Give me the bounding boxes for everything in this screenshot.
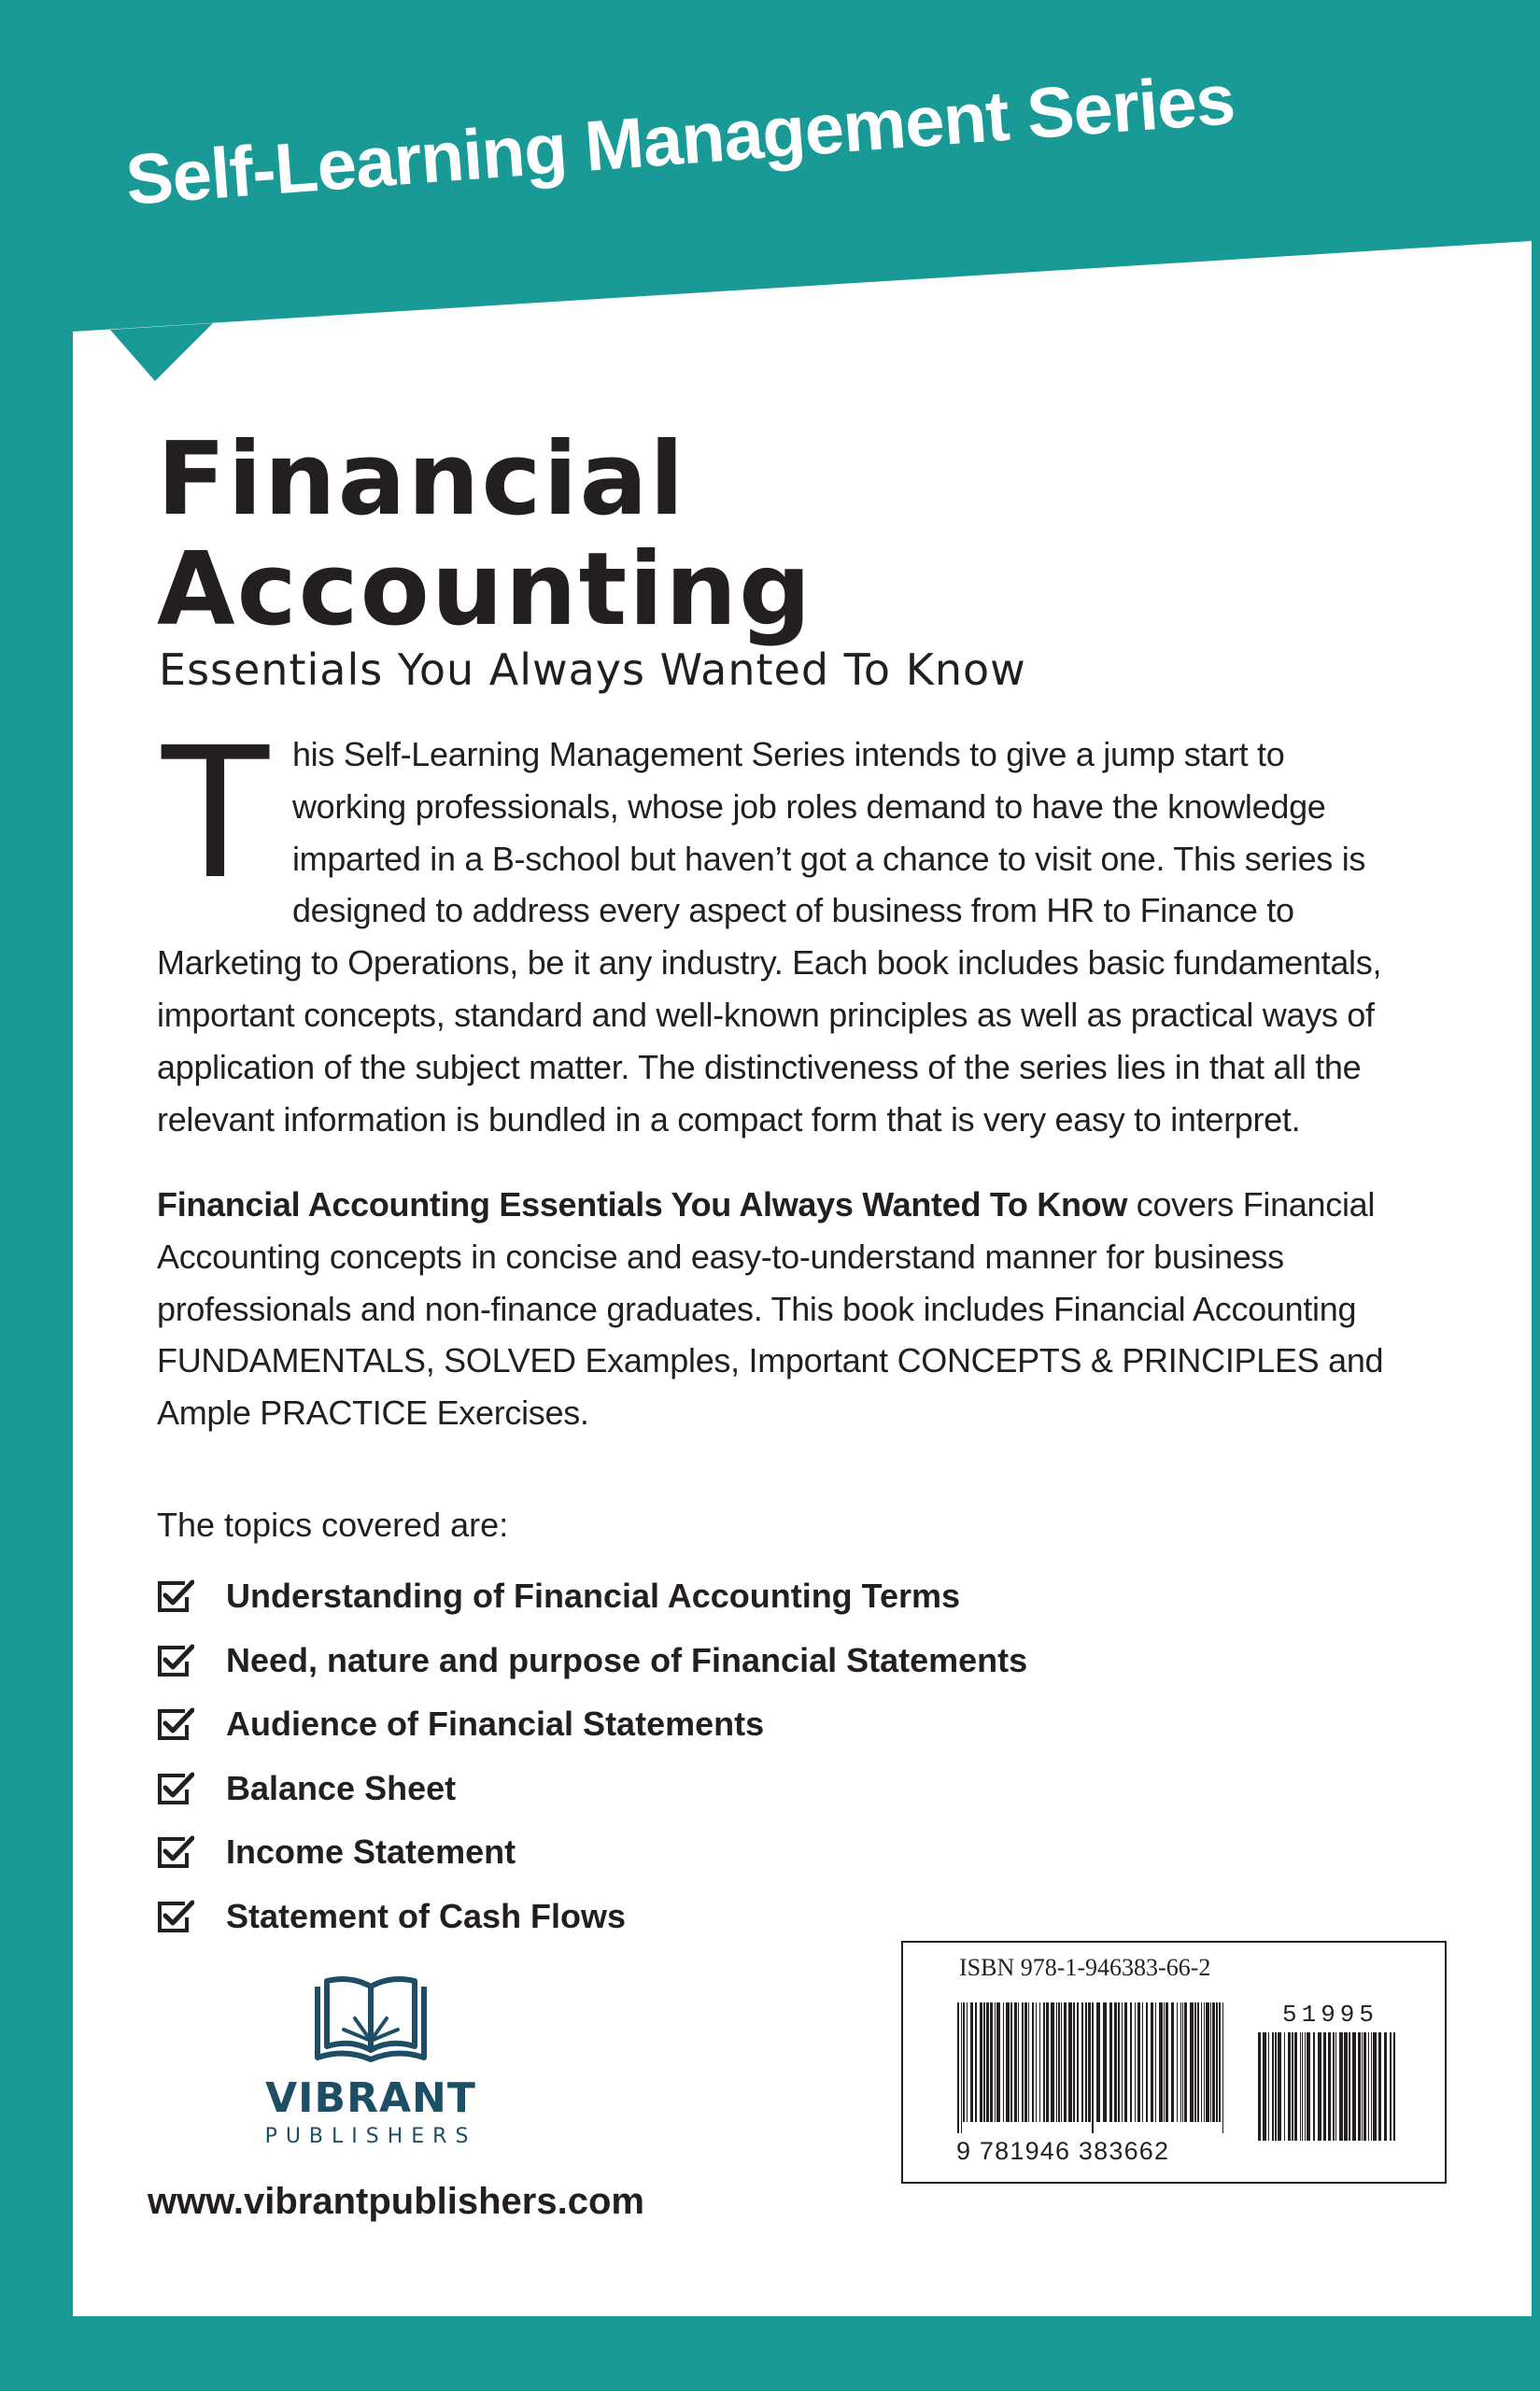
barcode-bar [1258, 2032, 1261, 2141]
barcode-bar [1051, 2002, 1054, 2122]
intro-text: his Self-Learning Management Series intends to give a jump start to working professionals, whose job roles demand to have the knowledge imparted in a B-school but haven’t got a chance to visit one. This series is designed to address every aspect of business from HR to Finance to Marketing to Operations, be it any industry. Each book includes basic fundamentals, important concepts, standard and well-known principles as well as practical ways of application of the subject matter. The distinctiveness of the series lies in that all the relevant information is bundled in a compact form that is very easy to interpret. [157, 735, 1382, 1139]
barcode-bar [1182, 2002, 1183, 2122]
barcode-bar [1077, 2002, 1079, 2122]
barcode-bar [1122, 2002, 1123, 2122]
barcode-bar [1194, 2002, 1196, 2122]
barcode-bar [1056, 2002, 1057, 2122]
barcode-bar [1284, 2032, 1285, 2141]
barcode-bar [1318, 2032, 1321, 2141]
barcode-bar [1046, 2002, 1049, 2122]
description-lead: Financial Accounting Essentials You Always Wanted To Know [157, 1185, 1128, 1224]
topic-label: Need, nature and purpose of Financial Statements [226, 1640, 1028, 1679]
barcode-bar [1058, 2002, 1060, 2122]
topic-list [157, 1564, 1027, 1948]
publisher-subtitle: PUBLISHERS [264, 2125, 477, 2148]
barcode-bar [1068, 2002, 1072, 2122]
checkbox-checked-icon [157, 1644, 194, 1677]
barcode-bar [1135, 2002, 1136, 2122]
barcode-bar [1088, 2002, 1091, 2122]
barcode-bar [1039, 2002, 1040, 2122]
barcode-bar [1335, 2032, 1336, 2141]
barcode-bar [1219, 2002, 1221, 2122]
barcode-bar [1206, 2002, 1209, 2122]
barcode-bar [1263, 2032, 1266, 2141]
barcode-bar [1307, 2032, 1310, 2141]
barcode-bar [1197, 2002, 1199, 2122]
barcode-bar [970, 2002, 973, 2122]
barcode-bar [1006, 2002, 1010, 2122]
barcode-bar [995, 2002, 996, 2122]
barcode-bar [1171, 2002, 1174, 2122]
topic-item [157, 1629, 1027, 1693]
barcode-bar [1378, 2032, 1381, 2141]
barcode-bar [1222, 2002, 1223, 2133]
barcode-bar [1210, 2002, 1211, 2122]
barcode-bar [1275, 2032, 1277, 2141]
barcode-bar [1313, 2032, 1315, 2141]
barcode-bar [1201, 2002, 1202, 2122]
barcode-bar [967, 2002, 968, 2122]
barcode-bar [1288, 2032, 1291, 2141]
barcode-bar [1092, 2002, 1094, 2133]
checkbox-checked-icon [157, 1707, 194, 1741]
barcode-bar [1368, 2032, 1369, 2141]
description-text: covers Financial Accounting concepts in concise and easy-to-understand manner for business professionals and non-finance graduates. This book includes Financial Accounting FUNDAMENTALS, SOLVED Examples, Important CONCEPTS & PRINCIPLES and Ample PRACTICE Exercises. [157, 1185, 1384, 1433]
barcode-bar [996, 2002, 1000, 2122]
book-subtitle: Essentials You Always Wanted To Know [159, 644, 1026, 695]
barcode-bar [975, 2002, 977, 2122]
topic-item [157, 1564, 1027, 1629]
barcode-bar [1362, 2032, 1363, 2141]
barcode-bar [1014, 2002, 1017, 2122]
isbn-barcode-box [901, 1941, 1447, 2184]
barcode-bar [1393, 2032, 1395, 2141]
isbn-label: ISBN 978-1-946383-66-2 [959, 1954, 1211, 1981]
barcode-bar [1022, 2002, 1024, 2122]
book-title-line2: Accounting [157, 531, 813, 648]
barcode-bar [1352, 2032, 1356, 2141]
topic-label: Audience of Financial Statements [226, 1705, 765, 1744]
barcode-bar [1204, 2002, 1205, 2122]
barcode-bar [1061, 2002, 1062, 2122]
drop-cap: T [157, 703, 274, 917]
barcode-bar [1130, 2002, 1132, 2122]
topic-item [157, 1820, 1027, 1885]
publisher-logo [254, 1975, 487, 2148]
barcode-bar [1390, 2032, 1392, 2141]
barcode-bar [1180, 2002, 1181, 2122]
barcode-bar [1212, 2002, 1215, 2122]
barcode-bar [1373, 2032, 1377, 2141]
price-code: 51995 [1282, 2001, 1379, 2029]
barcode-bar [1358, 2032, 1361, 2141]
barcode-bar [983, 2002, 985, 2122]
barcode-bar [963, 2002, 965, 2122]
barcode-bar [1109, 2002, 1112, 2122]
barcode-bar [1081, 2002, 1083, 2122]
barcode-bar [1323, 2032, 1326, 2141]
isbn-digits: 9 781946 383662 [956, 2137, 1170, 2165]
barcode-bar [957, 2002, 959, 2133]
checkbox-checked-icon [157, 1772, 194, 1805]
checkbox-checked-icon [157, 1835, 194, 1869]
barcode-bar [1124, 2002, 1127, 2122]
barcode-bar [1300, 2032, 1301, 2141]
barcode-bar [1339, 2032, 1343, 2141]
barcode-bar [1164, 2002, 1165, 2122]
barcode-bar [1036, 2002, 1037, 2122]
barcode-bar [1272, 2032, 1274, 2141]
barcode-bar [1003, 2002, 1004, 2122]
open-book-icon [314, 1975, 428, 2067]
barcode-bar [1064, 2002, 1067, 2122]
barcode-bar [1363, 2032, 1366, 2141]
barcode-bar [1103, 2002, 1107, 2122]
checkbox-checked-icon [157, 1900, 194, 1933]
topics-intro: The topics covered are: [157, 1506, 509, 1544]
book-title-line1: Financial [157, 421, 686, 538]
topic-item [157, 1692, 1027, 1757]
barcode-bar [1073, 2002, 1075, 2122]
barcode-bar [1292, 2032, 1293, 2141]
topic-item [157, 1757, 1027, 1821]
barcode-bar [961, 2002, 962, 2133]
barcode-bar [1024, 2002, 1027, 2122]
barcode-bar [1216, 2002, 1218, 2122]
barcode-bar [1018, 2002, 1019, 2122]
barcode-bar [1184, 2002, 1187, 2122]
topic-label: Income Statement [226, 1832, 516, 1872]
book-title [157, 421, 813, 648]
barcode-bar [1159, 2002, 1163, 2122]
barcode-bar [1349, 2032, 1350, 2141]
barcode-bar [1032, 2002, 1034, 2122]
barcode-bar [1142, 2002, 1143, 2122]
barcode-bar [1155, 2002, 1156, 2122]
barcode-bar [1384, 2032, 1387, 2141]
barcode-bar [1010, 2002, 1012, 2122]
topic-label: Understanding of Financial Accounting Terms [226, 1577, 961, 1616]
intro-paragraph [157, 703, 1390, 1145]
barcode-bar [1118, 2002, 1120, 2122]
barcode-bar [1114, 2002, 1117, 2122]
topic-label: Statement of Cash Flows [226, 1896, 627, 1935]
barcode-bar [1146, 2002, 1148, 2122]
checkbox-checked-icon [157, 1579, 194, 1613]
barcode-bar [1344, 2032, 1348, 2141]
barcode-bar [1305, 2032, 1306, 2141]
barcode-bar [980, 2002, 982, 2122]
barcode-bar [1137, 2002, 1140, 2122]
barcode-bar [1294, 2032, 1297, 2141]
barcode-bar [1177, 2002, 1178, 2122]
barcode-bar [1268, 2032, 1269, 2141]
barcode-bar [1328, 2032, 1331, 2141]
topic-label: Balance Sheet [226, 1768, 457, 1807]
barcode-bar [1302, 2032, 1303, 2141]
barcode-bar [1166, 2002, 1168, 2122]
barcode-bar [1151, 2002, 1153, 2122]
publisher-name: VIBRANT [265, 2074, 476, 2122]
barcode-bar [1278, 2032, 1281, 2141]
publisher-website: www.vibrantpublishers.com [148, 2181, 644, 2222]
barcode-bar [986, 2002, 989, 2122]
barcode-bar [1190, 2002, 1194, 2122]
barcode-bar [1371, 2032, 1372, 2141]
barcode-bar [990, 2002, 993, 2122]
isbn-barcode [957, 2002, 1228, 2133]
series-title: Self-Learning Management Series [122, 59, 1237, 220]
barcode-bar [1085, 2002, 1087, 2122]
barcode-bar [1333, 2032, 1335, 2141]
price-barcode [1258, 2032, 1398, 2152]
barcode-bar [1028, 2002, 1029, 2122]
barcode-bar [1043, 2002, 1045, 2122]
barcode-bar [1096, 2002, 1100, 2122]
description-paragraph [157, 1179, 1390, 1439]
topic-item [157, 1885, 1027, 1949]
